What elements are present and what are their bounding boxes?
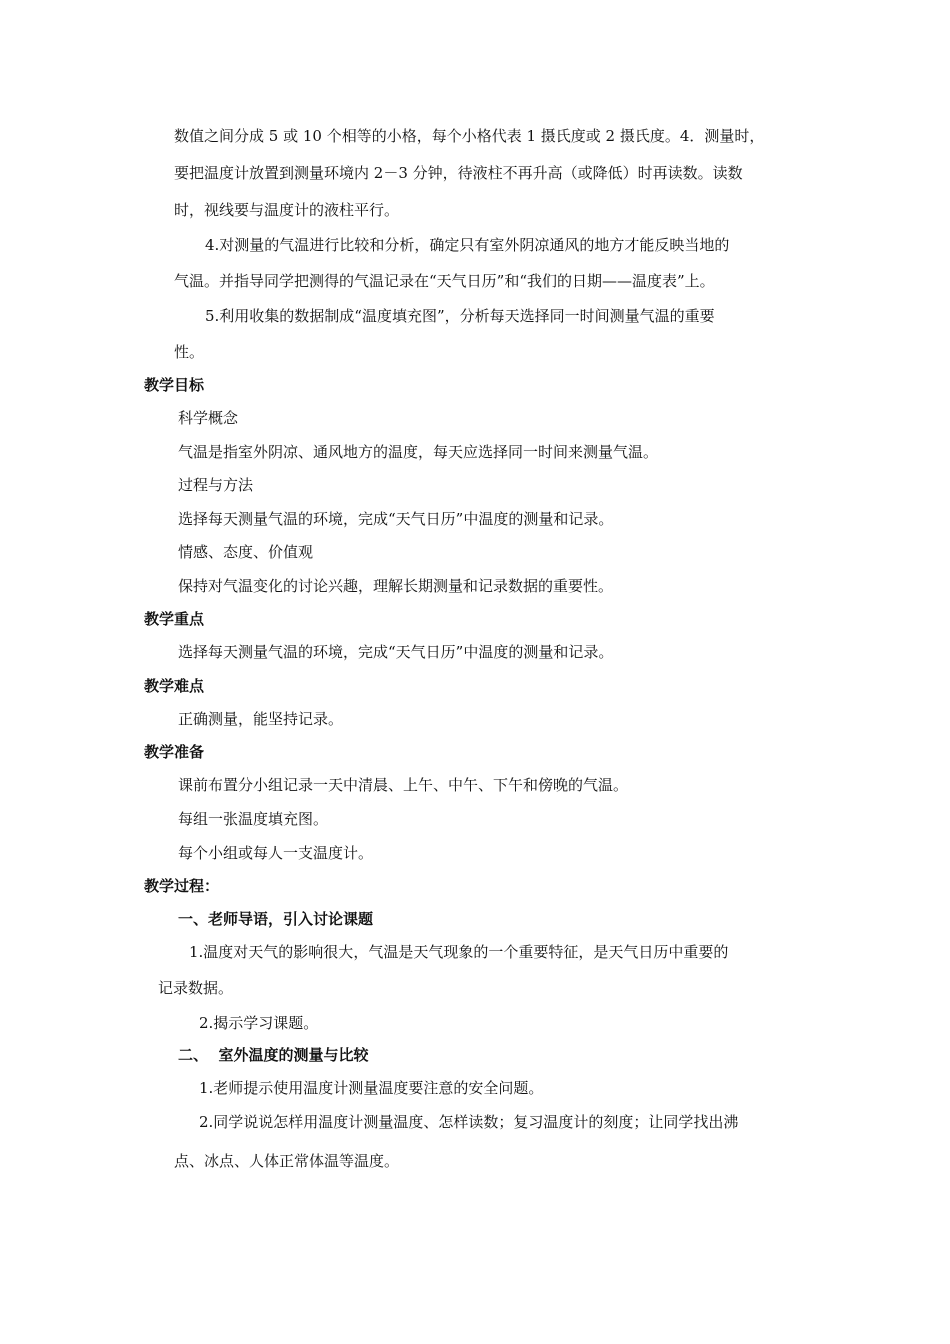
preparation-item-3: 每个小组或每人一支温度计。 (178, 844, 374, 862)
item4-line-1: 4.对测量的气温进行比较和分析，确定只有室外阴凉通风的地方才能反映当地的 (205, 236, 730, 254)
item5-line-1: 5.利用收集的数据制成“温度填充图”，分析每天选择同一时间测量气温的重要 (205, 307, 715, 325)
preparation-heading: 教学准备 (144, 743, 205, 761)
preparation-item-1: 课前布置分小组记录一天中清晨、上午、中午、下午和傍晚的气温。 (178, 776, 629, 794)
section-1-item-1-line-1: 1.温度对天气的影响很大，气温是天气现象的一个重要特征，是天气日历中重要的 (189, 943, 729, 961)
key-points-text: 选择每天测量气温的环境，完成“天气日历”中温度的测量和记录。 (178, 643, 614, 661)
section-1-title: 一、老师导语，引入讨论课题 (178, 910, 374, 928)
preparation-item-2: 每组一张温度填充图。 (178, 810, 329, 828)
intro-line-2: 要把温度计放置到测量环境内 2－3 分钟，待液柱不再升高（或降低）时再读数。读数 (174, 164, 743, 182)
item5-line-2: 性。 (174, 343, 205, 361)
section-1-item-2: 2.揭示学习课题。 (199, 1014, 319, 1032)
difficulties-heading: 教学难点 (144, 677, 205, 695)
section-1-item-1-line-2: 记录数据。 (158, 979, 234, 997)
objectives-heading: 教学目标 (144, 376, 205, 394)
section-2-item-1: 1.老师提示使用温度计测量温度要注意的安全问题。 (199, 1079, 544, 1097)
objective-science-text: 气温是指室外阴凉、通风地方的温度，每天应选择同一时间来测量气温。 (178, 443, 659, 461)
objective-science-title: 科学概念 (178, 409, 239, 427)
intro-line-1: 数值之间分成 5 或 10 个相等的小格，每个小格代表 1 摄氏度或 2 摄氏度。4．测量时， (174, 127, 765, 145)
objective-process-title: 过程与方法 (178, 476, 254, 494)
section-2-title: 二、 室外温度的测量与比较 (178, 1046, 369, 1064)
section-2-item-2-line-1: 2.同学说说怎样用温度计测量温度、怎样读数；复习温度计的刻度；让同学找出沸 (199, 1113, 739, 1131)
objective-process-text: 选择每天测量气温的环境，完成“天气日历”中温度的测量和记录。 (178, 510, 614, 528)
difficulties-text: 正确测量，能坚持记录。 (178, 710, 344, 728)
objective-attitude-title: 情感、态度、价值观 (178, 543, 314, 561)
key-points-heading: 教学重点 (144, 610, 205, 628)
item4-line-2: 气温。并指导同学把测得的气温记录在“天气日历”和“我们的日期——温度表”上。 (174, 272, 715, 290)
process-heading: 教学过程： (144, 877, 220, 895)
section-2-item-2-line-2: 点、冰点、人体正常体温等温度。 (174, 1152, 400, 1170)
intro-line-3: 时，视线要与温度计的液柱平行。 (174, 201, 400, 219)
objective-attitude-text: 保持对气温变化的讨论兴趣，理解长期测量和记录数据的重要性。 (178, 577, 614, 595)
